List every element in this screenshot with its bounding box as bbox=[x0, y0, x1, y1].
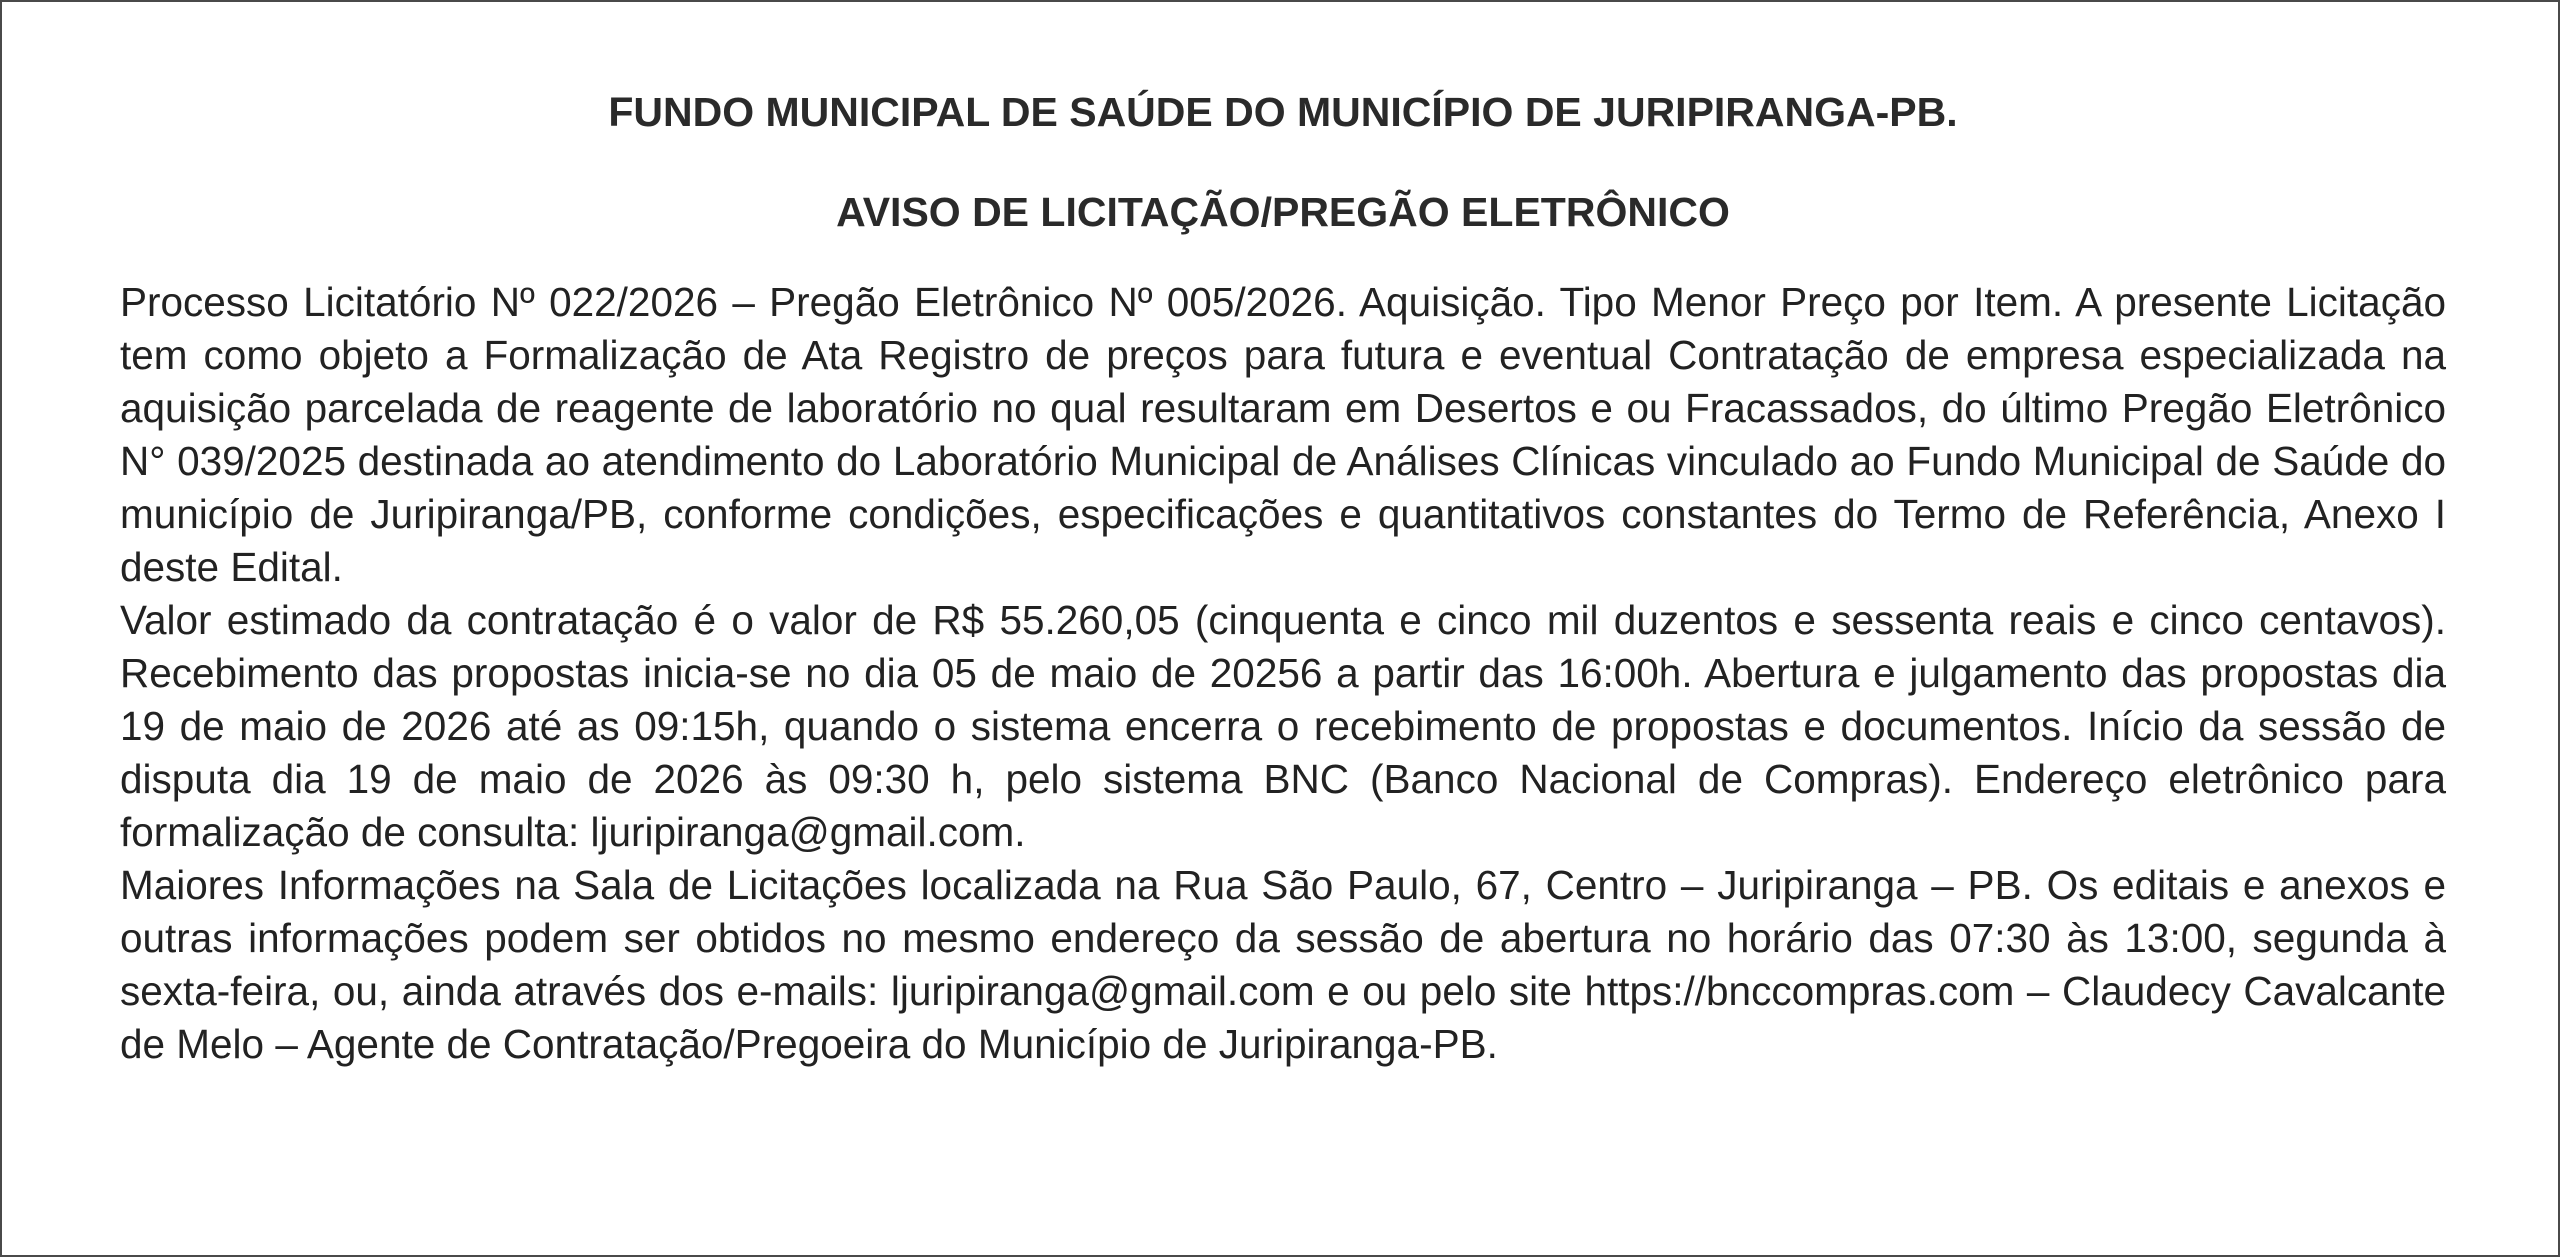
paragraph-value-schedule: Valor estimado da contratação é o valor de R$ 55.260,05 (cinquenta e cinco mil duzentos e sessenta reais e cinco centavos). Recebimento das propostas inicia-se no dia 05 de maio de 20256 a partir das 16:00h. Abertura e julgamento das propostas dia 19 de maio de 2026 até as 09:15h, quando o sistema encerra o recebimento de propostas e documentos. Início da sessão de disputa dia 19 de maio de 2026 às 09:30 h, pelo sistema BNC (Banco Nacional de Compras). Endereço eletrônico para formalização de consulta: ljuripiranga@gmail.com. bbox=[120, 597, 2446, 855]
notice-body bbox=[120, 276, 2446, 1071]
paragraph-information-contact: Maiores Informações na Sala de Licitações localizada na Rua São Paulo, 67, Centro – Juripiranga – PB. Os editais e anexos e outras informações podem ser obtidos no mesmo endereço da sessão de abertura no horário das 07:30 às 13:00, segunda à sexta-feira, ou, ainda através dos e-mails: ljuripiranga@gmail.com e ou pelo site https://bnccompras.com – Claudecy Cavalcante de Melo – Agente de Contratação/Pregoeira do Município de Juripiranga-PB. bbox=[120, 862, 2446, 1067]
notice-content bbox=[120, 86, 2446, 1071]
notice-title: AVISO DE LICITAÇÃO/PREGÃO ELETRÔNICO bbox=[836, 189, 1730, 235]
entity-title: FUNDO MUNICIPAL DE SAÚDE DO MUNICÍPIO DE JURIPIRANGA-PB. bbox=[608, 89, 1958, 135]
paragraph-process-object: Processo Licitatório Nº 022/2026 – Pregão Eletrônico Nº 005/2026. Aquisição. Tipo Menor Preço por Item. A presente Licitação tem como objeto a Formalização de Ata Registro de preços para futura e eventual Contratação de empresa especializada na aquisição parcelada de reagente de laboratório no qual resultaram em Desertos e ou Fracassados, do último Pregão Eletrônico N° 039/2025 destinada ao atendimento do Laboratório Municipal de Análises Clínicas vinculado ao Fundo Municipal de Saúde do município de Juripiranga/PB, conforme condições, especificações e quantitativos constantes do Termo de Referência, Anexo I deste Edital. bbox=[120, 279, 2446, 590]
